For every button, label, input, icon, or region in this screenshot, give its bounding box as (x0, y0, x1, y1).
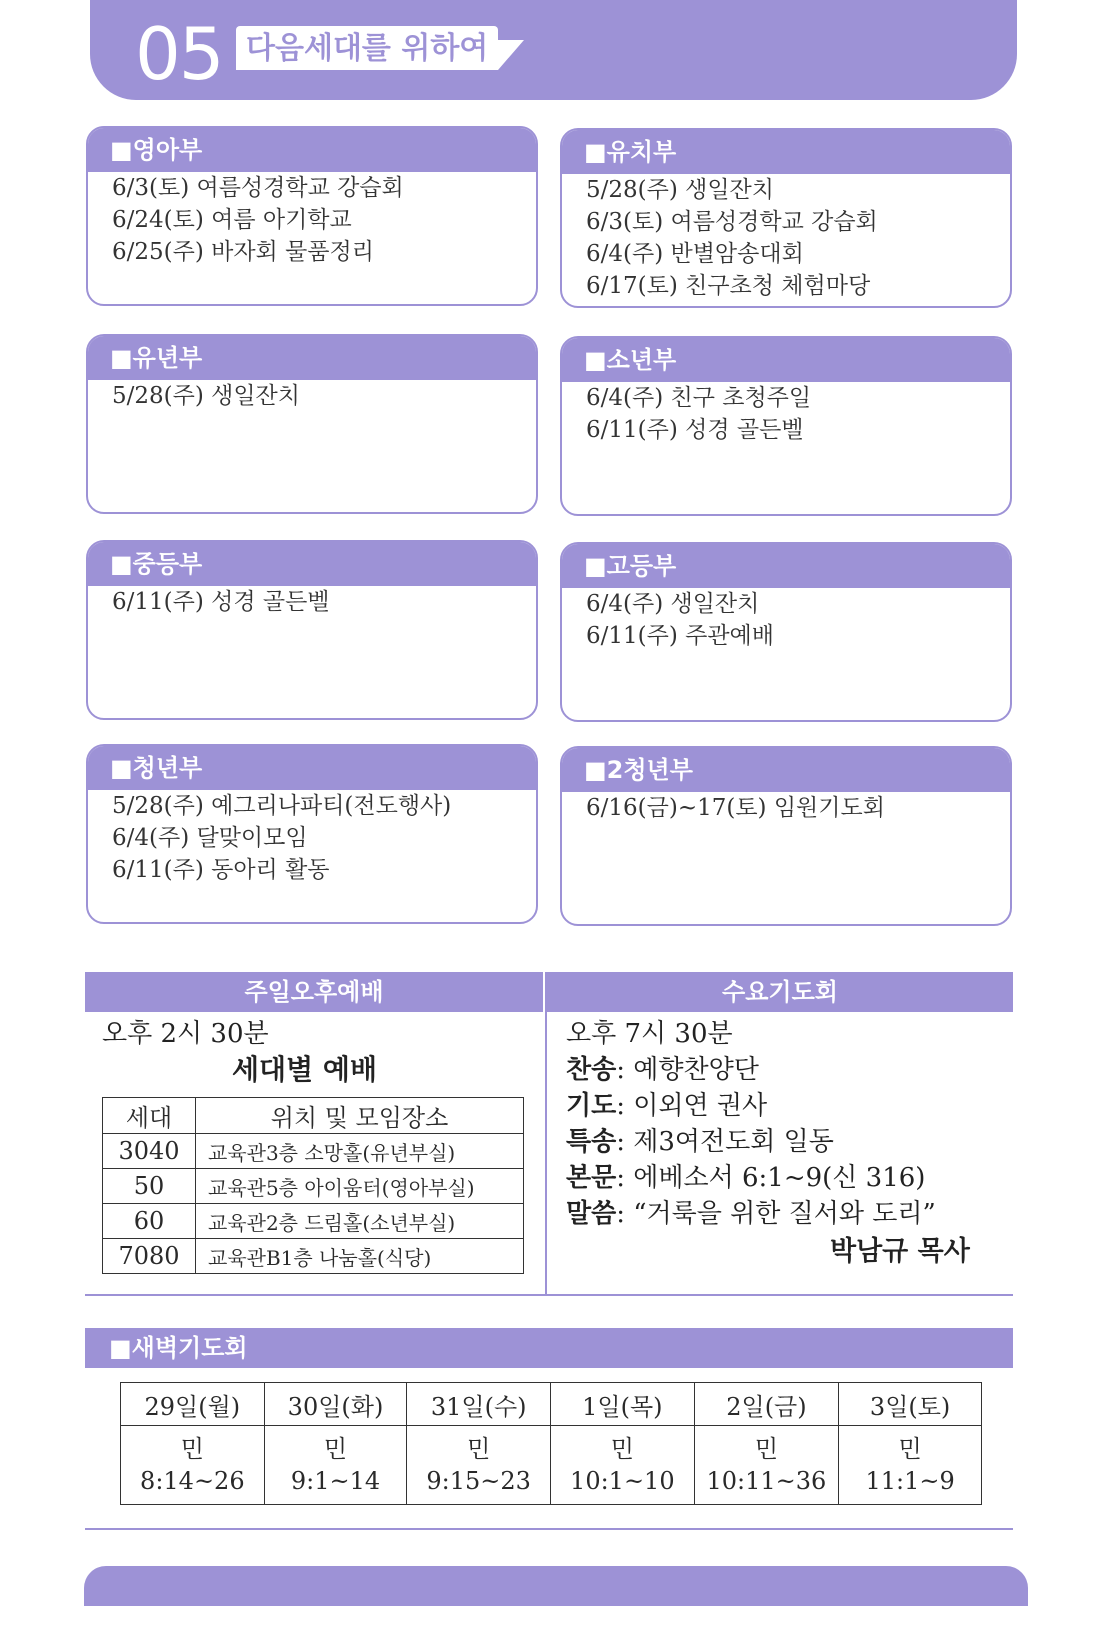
item-label: 기도 (566, 1091, 617, 1121)
dept-event: 6/24(토) 여름 아기학교 (112, 207, 352, 233)
dept-box-high-school (560, 542, 1012, 722)
item-label: 찬송 (566, 1055, 617, 1085)
dept-event: 6/11(주) 성경 골든벨 (586, 417, 804, 443)
book-name: 민 (610, 1435, 634, 1463)
wednesday-service-heading: 수요기도회 (547, 972, 1013, 1012)
item-label: 말씀 (566, 1199, 617, 1229)
book-name: 민 (754, 1435, 779, 1463)
section-divider (545, 972, 547, 1296)
dept-event: 6/4(주) 반별암송대회 (586, 241, 804, 267)
item-label: 특송 (566, 1127, 617, 1157)
item-value: : 예향찬양단 (616, 1055, 759, 1085)
table-cell: 교육관2층 드림홀(소년부실) (196, 1204, 524, 1239)
section-number: 05 (135, 12, 223, 96)
dept-event: 6/4(주) 달맞이모임 (112, 825, 308, 851)
table-cell: 7080 (103, 1239, 196, 1274)
dept-event: 6/17(토) 친구초청 체험마당 (586, 273, 871, 299)
dept-title: ■영아부 (88, 128, 536, 172)
item-value: : 이외연 권사 (616, 1091, 768, 1121)
table-row (103, 1204, 524, 1239)
item-label: 본문 (566, 1163, 617, 1193)
table-cell: 3040 (103, 1134, 196, 1169)
verse-range: 10:1~10 (570, 1467, 675, 1495)
book-name: 민 (898, 1435, 922, 1463)
wednesday-item (566, 1196, 936, 1232)
scripture-row (121, 1426, 982, 1505)
verse-range: 8:14~26 (140, 1467, 245, 1495)
dept-event: 6/25(주) 바자회 물품정리 (112, 239, 374, 265)
wednesday-item (566, 1124, 834, 1160)
verse-range: 10:11~36 (706, 1467, 827, 1495)
book-name: 민 (323, 1435, 348, 1463)
scripture-cell (694, 1426, 839, 1505)
book-name: 민 (467, 1435, 491, 1463)
section-bottom-line (85, 1294, 1013, 1296)
dept-box-infant (86, 126, 538, 306)
page-footer-band (84, 1566, 1028, 1606)
dept-event: 6/16(금)~17(토) 임원기도회 (586, 795, 885, 821)
sunday-time: 오후 2시 30분 (102, 1019, 269, 1049)
table-row (103, 1169, 524, 1204)
day-row (121, 1383, 982, 1426)
verse-range: 9:1~14 (290, 1467, 381, 1495)
dept-box-boys (560, 336, 1012, 516)
dept-title: ■고등부 (562, 544, 1010, 588)
sunday-service-heading: 주일오후예배 (85, 972, 543, 1012)
dept-event: 6/3(토) 여름성경학교 강습회 (112, 175, 404, 201)
dept-event: 6/3(토) 여름성경학교 강습회 (586, 209, 878, 235)
table-header-cell: 위치 및 모임장소 (196, 1098, 524, 1134)
dept-event: 6/11(주) 성경 골든벨 (112, 589, 330, 615)
scripture-cell (264, 1426, 407, 1505)
table-cell: 60 (103, 1204, 196, 1239)
day-cell: 3일(토) (839, 1383, 982, 1426)
section-header (90, 0, 1017, 100)
dept-box-kindergarten (560, 128, 1012, 308)
dept-title: ■중등부 (88, 542, 536, 586)
dept-box-middle-school (86, 540, 538, 720)
table-cell: 교육관5층 아이움터(영아부실) (196, 1169, 524, 1204)
table-row (103, 1134, 524, 1169)
scripture-cell (121, 1426, 265, 1505)
wednesday-item (566, 1088, 767, 1124)
dept-event: 5/28(주) 생일잔치 (112, 383, 300, 409)
scripture-cell (839, 1426, 982, 1505)
table-cell: 교육관3층 소망홀(유년부실) (196, 1134, 524, 1169)
table-header-row (103, 1098, 524, 1134)
wednesday-time: 오후 7시 30분 (566, 1019, 733, 1049)
wednesday-item (566, 1160, 925, 1196)
dept-event: 6/11(주) 주관예배 (586, 623, 774, 649)
dawn-prayer-table (120, 1382, 982, 1505)
day-cell: 31일(수) (407, 1383, 551, 1426)
dept-title: ■청년부 (88, 746, 536, 790)
dept-box-young-adult-2 (560, 746, 1012, 926)
dept-event: 6/4(주) 친구 초청주일 (586, 385, 812, 411)
wednesday-item (566, 1052, 759, 1088)
dept-event: 5/28(주) 예그리나파티(전도행사) (112, 793, 452, 819)
day-cell: 1일(목) (551, 1383, 695, 1426)
dept-title: ■유년부 (88, 336, 536, 380)
table-cell: 50 (103, 1169, 196, 1204)
dept-title: ■소년부 (562, 338, 1010, 382)
verse-range: 9:15~23 (426, 1467, 531, 1495)
dept-event: 5/28(주) 생일잔치 (586, 177, 774, 203)
scripture-cell (551, 1426, 695, 1505)
dept-box-youth-elementary (86, 334, 538, 514)
preacher-name: 박남규 목사 (830, 1236, 970, 1267)
dawn-prayer-heading: ■새벽기도회 (85, 1328, 1013, 1368)
table-header-cell: 세대 (103, 1098, 196, 1134)
dept-box-young-adult (86, 744, 538, 924)
verse-range: 11:1~9 (865, 1467, 955, 1495)
dept-event: 6/4(주) 생일잔치 (586, 591, 760, 617)
item-value: : 에베소서 6:1~9(신 316) (616, 1163, 926, 1193)
day-cell: 30일(화) (264, 1383, 407, 1426)
item-value: : 제3여전도회 일동 (616, 1127, 834, 1157)
scripture-cell (407, 1426, 551, 1505)
section-title: 다음세대를 위하여 (246, 31, 489, 66)
table-row (103, 1239, 524, 1274)
dept-title: ■2청년부 (562, 748, 1010, 792)
table-cell: 교육관B1층 나눔홀(식당) (196, 1239, 524, 1274)
dept-event: 6/11(주) 동아리 활동 (112, 857, 330, 883)
book-name: 민 (180, 1435, 204, 1463)
bottom-divider (85, 1528, 1013, 1530)
dept-title: ■유치부 (562, 130, 1010, 174)
day-cell: 29일(월) (121, 1383, 265, 1426)
item-value: : “거룩을 위한 질서와 도리” (616, 1199, 936, 1229)
generation-table (102, 1097, 524, 1274)
sunday-subtitle: 세대별 예배 (232, 1053, 377, 1086)
day-cell: 2일(금) (694, 1383, 839, 1426)
